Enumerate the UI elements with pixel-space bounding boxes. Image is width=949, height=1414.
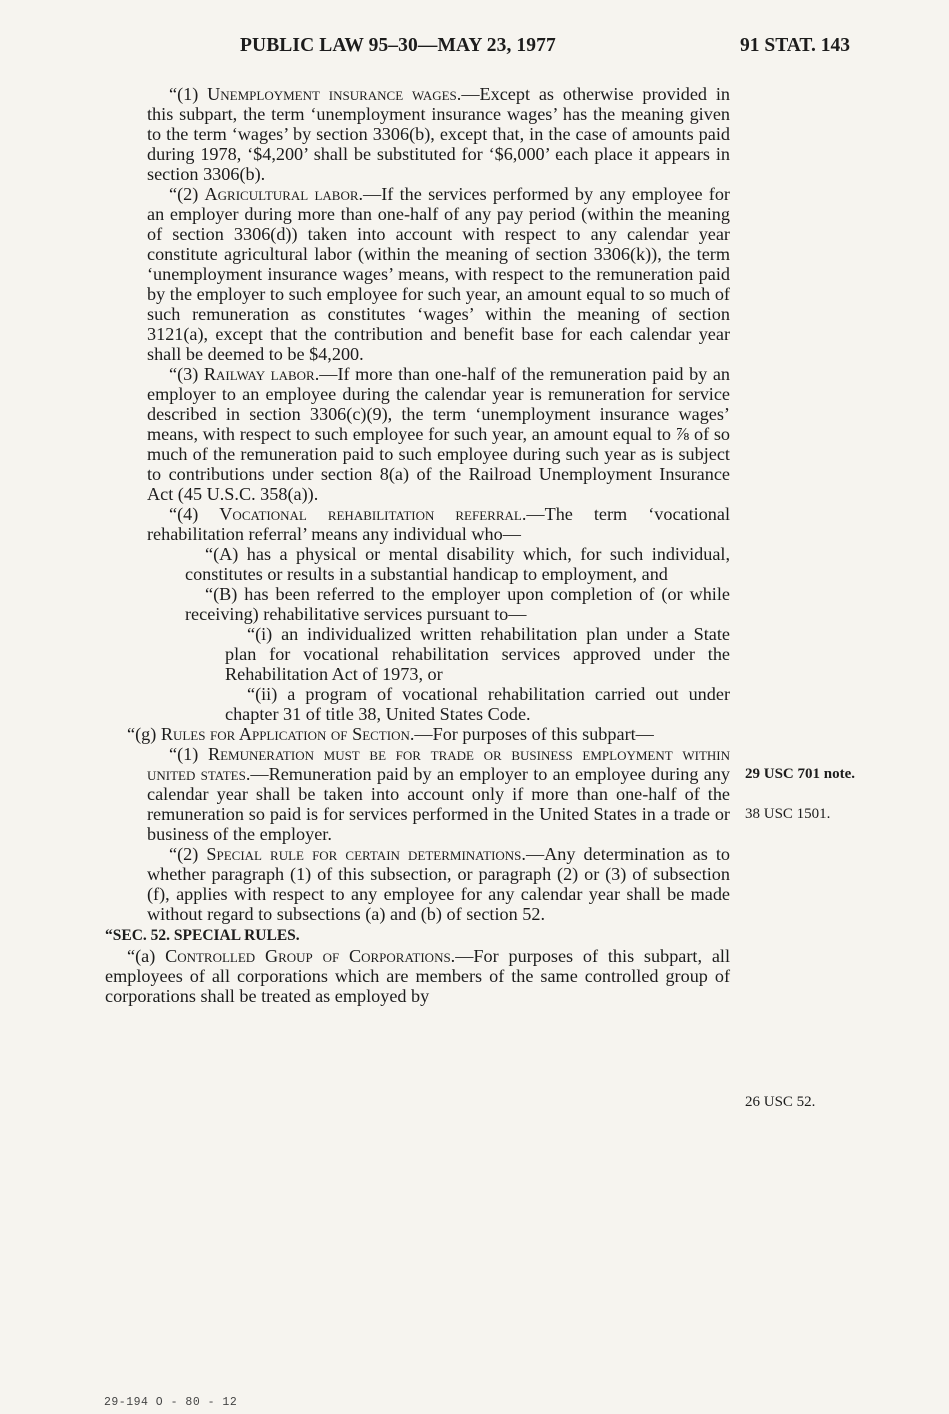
- para-f4: “(4) Vocational rehabilitation referral.—The term ‘vocational rehabilitation referral’ means any individual who—: [147, 504, 731, 544]
- para-g1: “(1) Remuneration must be for trade or business employment within united states.—Remuneration paid by an employer to an employee during any calendar year shall be taken into account only if more than one-half of the remuneration so paid is for services performed in the United States in a trade or business of the employer.: [147, 744, 731, 844]
- section-52-heading: “SEC. 52. SPECIAL RULES.: [105, 927, 300, 944]
- para-f1: “(1) Unemployment insurance wages.—Except as otherwise provided in this subpart, the term ‘unemployment insurance wages’ has the meaning given to the term ‘wages’ by section 3306(b), except that, in the case of amounts paid during 1978, ‘$4,200’ shall be substituted for ‘$6,000’ each place it appears in section 3306(b).: [147, 84, 730, 184]
- running-header-title: PUBLIC LAW 95–30—MAY 23, 1977: [240, 35, 556, 56]
- para-g2: “(2) Special rule for certain determinations.—Any determination as to whether paragraph (1) of this subsection, or paragraph (2) or (3) of subsection (f), applies with respect to any employee for any calendar year shall be made without regard to subsections (a) and (b) of section 52.: [147, 844, 730, 924]
- margin-note-38-usc: 38 USC 1501.: [745, 806, 831, 822]
- para-f2: “(2) Agricultural labor.—If the services performed by any employee for an employer during more than one-half of any pay period (within the meaning of section 3306(d)) taken into account with respect to any calendar year constitute agricultural labor (within the meaning of section 3306(k)), the term ‘unemployment insurance wages’ means, with respect to the remuneration paid by the employer to such employee for such year, an amount equal to so much of such remuneration as constitutes ‘wages’ within the meaning of section 3121(a), except that the contribution and benefit base for each calendar year shall be deemed to be $4,200.: [147, 184, 730, 364]
- statute-text: [105, 84, 730, 1006]
- margin-note-29-usc: 29 USC 701 note.: [745, 766, 856, 782]
- print-code-footer: 29-194 O - 80 - 12: [104, 1396, 238, 1409]
- para-f4-B-i: “(i) an individualized written rehabilitation plan under a State plan for vocational rehabilitation services approved under the Rehabilitation Act of 1973, or: [225, 624, 730, 684]
- para-f4-B: “(B) has been referred to the employer upon completion of (or while receiving) rehabilitative services pursuant to—: [185, 584, 730, 624]
- statute-page-number: 91 STAT. 143: [740, 35, 850, 56]
- para-f3: “(3) Railway labor.—If more than one-half of the remuneration paid by an employer to an employee during the calendar year is remuneration for service described in section 3306(c)(9), the term ‘unemployment insurance wages’ means, with respect to such employee for such year, an amount equal to ⅞ of so much of the remuneration paid to such employee during such year as is subject to contributions under section 8(a) of the Railroad Unemployment Insurance Act (45 U.S.C. 358(a)).: [147, 364, 731, 504]
- section-52-a: “(a) Controlled Group of Corporations.—For purposes of this subpart, all employees of all corporations which are members of the same controlled group of corporations shall be treated as employed by: [105, 946, 730, 1006]
- para-f4-B-ii: “(ii) a program of vocational rehabilitation carried out under chapter 31 of title 38, United States Code.: [225, 684, 730, 724]
- para-f4-A: “(A) has a physical or mental disability which, for such individual, constitutes or results in a substantial handicap to employment, and: [185, 544, 730, 584]
- subsection-g: “(g) Rules for Application of Section.—For purposes of this subpart—: [127, 724, 654, 744]
- margin-note-26-usc: 26 USC 52.: [745, 1094, 816, 1110]
